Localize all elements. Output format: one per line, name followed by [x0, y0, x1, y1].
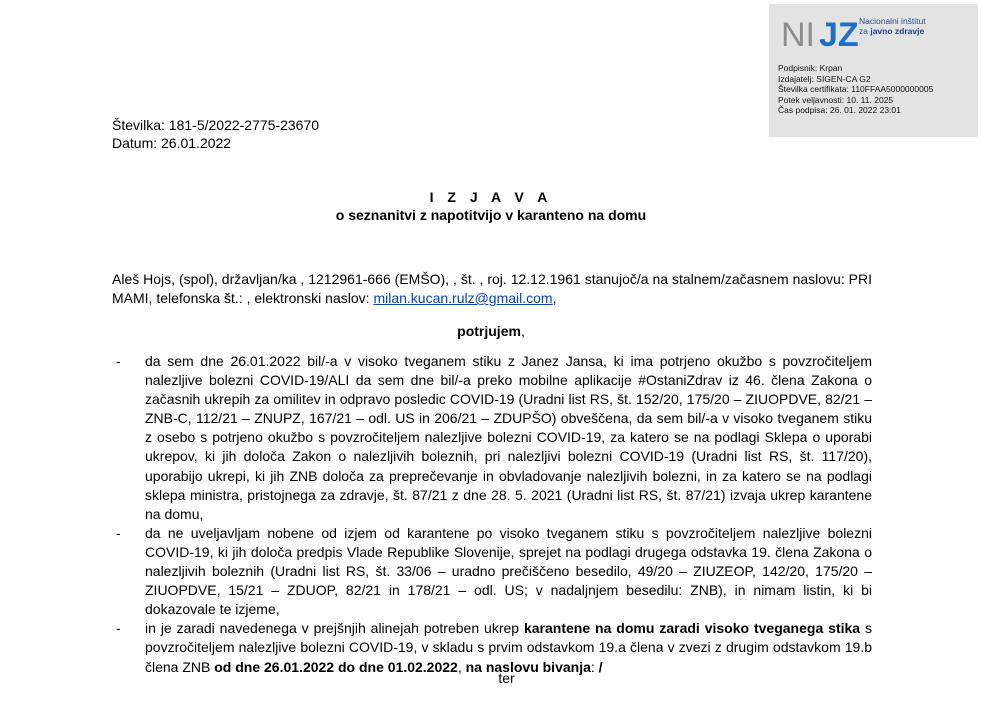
bullet-dash: - [116, 524, 121, 541]
bullet-2-text: da ne uveljavljam nobene od izjem od karantene po visoko tveganem stiku s povzročiteljem nalezljive bolezni COVID-19, ki jih določa predpis Vlade Republike Slovenije, sprejet na podlagi drugega odstavka 19. člena Zakona o nalezljivih boleznih (Uradni list RS, št. 33/06 – uradno prečiščeno besedilo, 49/20 – ZIUZEOP, 142/20, 175/20 – ZIUOPDVE, 15/21 – ZDUOP, 82/21 in 178/21 – odl. US; v nadaljnjem besedilu: ZNB), in nimam listin, ki bi dokazovale te izjeme, [145, 524, 872, 618]
bullet-3-text-2: s povzročiteljem nalezljive bolezni COVID-19, v skladu s prvim odstavkom 19.a člena v zvezi z drugim odstavkom 19.b člena ZNB [145, 620, 872, 675]
validity-line: Potek veljavnosti: 10. 11. 2025 [778, 94, 894, 105]
signer-line: Podpisnik: Krpan [778, 63, 843, 73]
logo-text-gray: NI [781, 16, 815, 54]
bullet-1-text: da sem dne 26.01.2022 bil/-a v visoko tveganem stiku z Janez Jansa, ki ima potrjeno okužbo s povzročiteljem nalezljive bolezni COVID-19/ALI da sem dne bil/-a preko mobilne aplikacije #OstaniZdrav iz 46. člena Zakona o začasnih ukrepih za omilitev in odpravo posledic COVID-19 (Uradni list RS, št. 152/20, 175/20 – ZIUOPDVE, 82/21 – ZNB-C, 112/21 – ZNUPZ, 167/21 – odl. US in 206/21 – ZDUPŠO) obveščena, da sem bil/-a v visoko tveganem stiku z osebo s potrjeno okužbo s povzročiteljem nalezljive bolezni COVID-19, za katero se na podlagi Sklepa o uporabi ukrepov, ki jih določa Zakon o nalezljivih boleznih, pri nalezljivi bolezni COVID-19 (Uradni list RS, št. 117/20), uporabijo ukrepi, ki jih ZNB določa za preprečevanje in obvladovanje nalezljivih bolezni, in za katero se na podlagi sklepa ministra, pristojnega za zdravje, št. 87/21 z dne 28. 5. 2021 (Uradni list RS, št. 87/21) izvaja ukrep karantene na domu, [145, 353, 872, 522]
bullet-dash: - [116, 353, 121, 369]
signature-details [778, 63, 933, 116]
title-main: I Z J A V A [429, 189, 553, 205]
document-meta [112, 116, 319, 152]
confirm-word: potrjujem [457, 323, 521, 339]
bullet-dash: - [116, 620, 121, 637]
bullet-3-text-4: : [590, 658, 599, 675]
statement-list [112, 352, 872, 677]
signing-time-line: Čas podpisa: 26. 01. 2022 23:01 [778, 105, 901, 116]
intro-text-end: , [552, 290, 557, 306]
list-item [112, 524, 872, 619]
institute-name [859, 16, 926, 36]
email-link[interactable]: milan.kucan.rulz@gmail.com [373, 290, 553, 306]
bullet-3-bold-4: / [598, 658, 603, 675]
bullet-3-text-1: in je zaradi navedenega v prejšnjih alinejah potreben ukrep [145, 620, 524, 637]
bullet-3-bold-3: na naslovu bivanja [465, 658, 591, 675]
nijz-logo-icon [779, 12, 869, 54]
intro-paragraph [112, 270, 872, 308]
confirm-punct: , [520, 323, 525, 339]
issuer-line: Izdajatelj: SIGEN-CA G2 [778, 73, 871, 84]
institute-line-2-strong: javno zdravje [870, 26, 925, 36]
document-title [0, 188, 982, 224]
confirmation-heading [0, 322, 982, 340]
title-sub: o seznanitvi z napotitvijo v karanteno na domu [335, 207, 647, 223]
document-date: Datum: 26.01.2022 [112, 135, 232, 151]
list-item [112, 352, 872, 524]
logo-text-blue: JZ [819, 16, 859, 54]
institute-line-2-prefix: za [859, 26, 871, 36]
certificate-number-line: Številka certifikata: 110FFAA5000000005 [778, 84, 934, 95]
document-number: Številka: 181-5/2022-2775-23670 [112, 117, 320, 133]
bullet-3-text-3: , [457, 658, 466, 675]
institute-line-1: Nacionalni inštitut [859, 16, 926, 26]
digital-signature-box [769, 4, 978, 137]
closing-word: ter [498, 670, 515, 686]
bullet-3-bold-2: od dne 26.01.2022 do dne 01.02.2022 [214, 658, 458, 675]
intro-text: Aleš Hojs, (spol), državljan/ka , 1212961-666 (EMŠO), , št. , roj. 12.12.1961 stanujoč/a na stalnem/začasnem naslovu: PRI MAMI, telefonska št.: , elektronski naslov: [112, 271, 872, 306]
bullet-3-bold-1: karantene na domu zaradi visoko tveganega stika [523, 620, 861, 637]
list-item [112, 619, 872, 676]
